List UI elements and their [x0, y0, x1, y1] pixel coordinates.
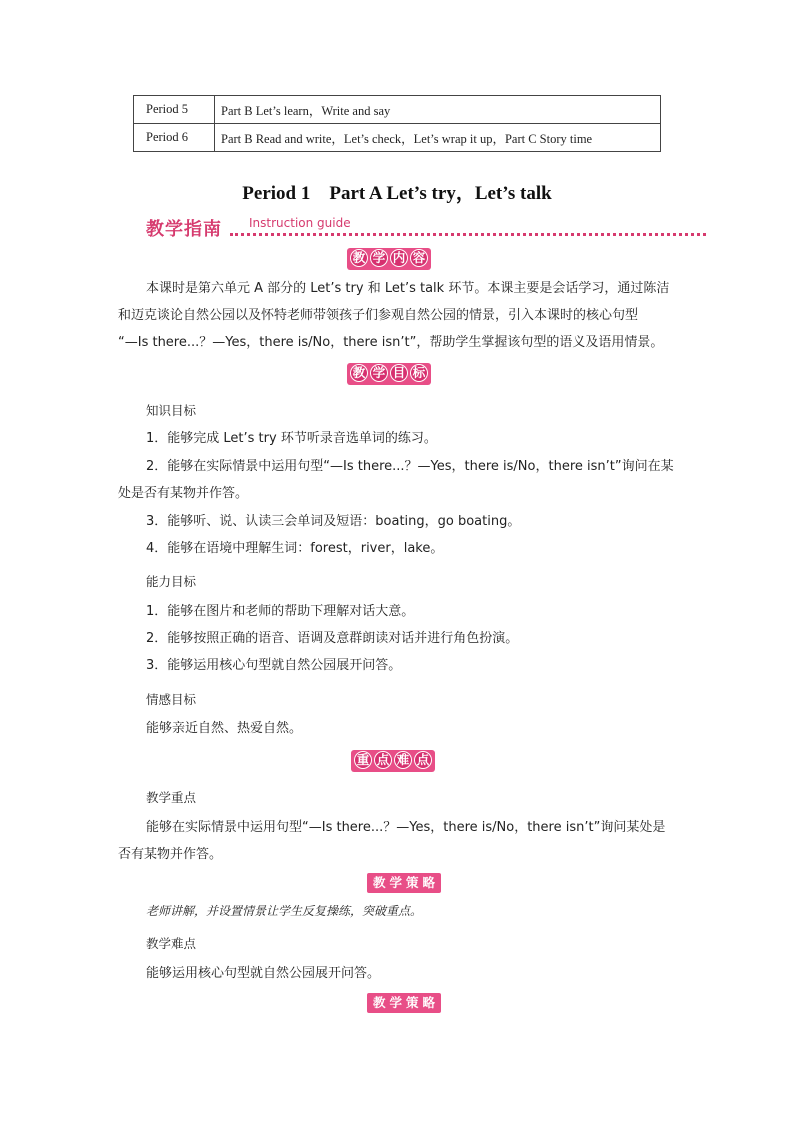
badge-char: 容 [410, 249, 428, 267]
goal-item: 处是否有某物并作答。 [118, 486, 249, 501]
ability-goals-heading: 能力目标 [146, 574, 197, 589]
goal-item: 2．能够在实际情景中运用句型“—Is there...？—Yes，there is/No，there isn’t”询问在某 [146, 459, 674, 474]
badge-char: 略 [422, 875, 436, 890]
emotion-goals-heading: 情感目标 [146, 692, 197, 707]
badge-char: 教 [350, 364, 368, 382]
difficulty-text: 能够运用核心句型就自然公园展开问答。 [146, 966, 381, 981]
badge-char: 学 [389, 875, 403, 890]
content-paragraph-line: 本课时是第六单元 A 部分的 Let’s try 和 Let’s talk 环节。本课主要是会话学习，通过陈洁 [146, 281, 670, 296]
badge-char: 重 [354, 751, 372, 769]
badge-char: 教 [373, 875, 386, 890]
instruction-guide-header [146, 215, 706, 245]
section-badge-strategy [367, 993, 441, 1013]
teaching-focus-heading: 教学重点 [146, 790, 197, 805]
badge-char: 学 [370, 249, 388, 267]
section-badge-key-points [351, 750, 435, 772]
badge-char: 教 [350, 249, 368, 267]
section-badge-goals [347, 363, 431, 385]
table-cell-period: Period 5 [134, 96, 215, 124]
goal-item: 能够亲近自然、热爱自然。 [146, 721, 303, 736]
badge-char: 略 [422, 995, 436, 1010]
teaching-difficulty-heading: 教学难点 [146, 936, 197, 951]
badge-char: 内 [390, 249, 408, 267]
goal-item: 2．能够按照正确的语音、语调及意群朗读对话并进行角色扮演。 [146, 631, 519, 646]
goal-item: 4．能够在语境中理解生词：forest，river，lake。 [146, 541, 444, 556]
table-cell-period: Period 6 [134, 124, 215, 152]
badge-char: 学 [389, 995, 403, 1010]
section-badge-content [347, 248, 431, 270]
guide-title-en: Instruction guide [249, 216, 351, 230]
section-badge-strategy [367, 873, 441, 893]
goal-item: 3．能够听、说、认读三会单词及短语：boating，go boating。 [146, 514, 521, 529]
badge-char: 策 [406, 875, 419, 890]
goal-item: 1．能够完成 Let’s try 环节听录音选单词的练习。 [146, 431, 437, 446]
dotted-divider [230, 233, 706, 236]
table-row [134, 124, 661, 152]
focus-text: 否有某物并作答。 [118, 847, 223, 862]
badge-char: 标 [410, 364, 428, 382]
guide-title-cn: 教学指南 [146, 219, 222, 240]
badge-char: 教 [373, 995, 386, 1010]
content-paragraph-line: 和迈克谈论自然公园以及怀特老师带领孩子们参观自然公园的情景，引入本课时的核心句型 [118, 308, 639, 323]
badge-char: 难 [394, 751, 412, 769]
badge-char: 学 [370, 364, 388, 382]
knowledge-goals-heading: 知识目标 [146, 403, 197, 418]
table-row [134, 96, 661, 124]
goal-item: 1．能够在图片和老师的帮助下理解对话大意。 [146, 604, 415, 619]
badge-char: 策 [406, 995, 419, 1010]
table-cell-content: Part B Let’s learn，Write and say [215, 96, 661, 124]
strategy-note: 老师讲解，并设置情景让学生反复操练，突破重点。 [146, 904, 423, 918]
badge-char: 点 [374, 751, 392, 769]
badge-char: 目 [390, 364, 408, 382]
badge-char: 点 [414, 751, 432, 769]
content-paragraph-line: “—Is there...？—Yes，there is/No，there isn’t”，帮助学生掌握该句型的语义及语用情景。 [118, 335, 664, 350]
focus-text: 能够在实际情景中运用句型“—Is there...？—Yes，there is/No，there isn’t”询问某处是 [146, 820, 666, 835]
period-table [133, 95, 661, 152]
table-cell-content: Part B Read and write，Let’s check，Let’s wrap it up，Part C Story time [215, 124, 661, 152]
page-title: Period 1 Part A Let’s try，Let’s talk [242, 183, 552, 204]
goal-item: 3．能够运用核心句型就自然公园展开问答。 [146, 658, 402, 673]
